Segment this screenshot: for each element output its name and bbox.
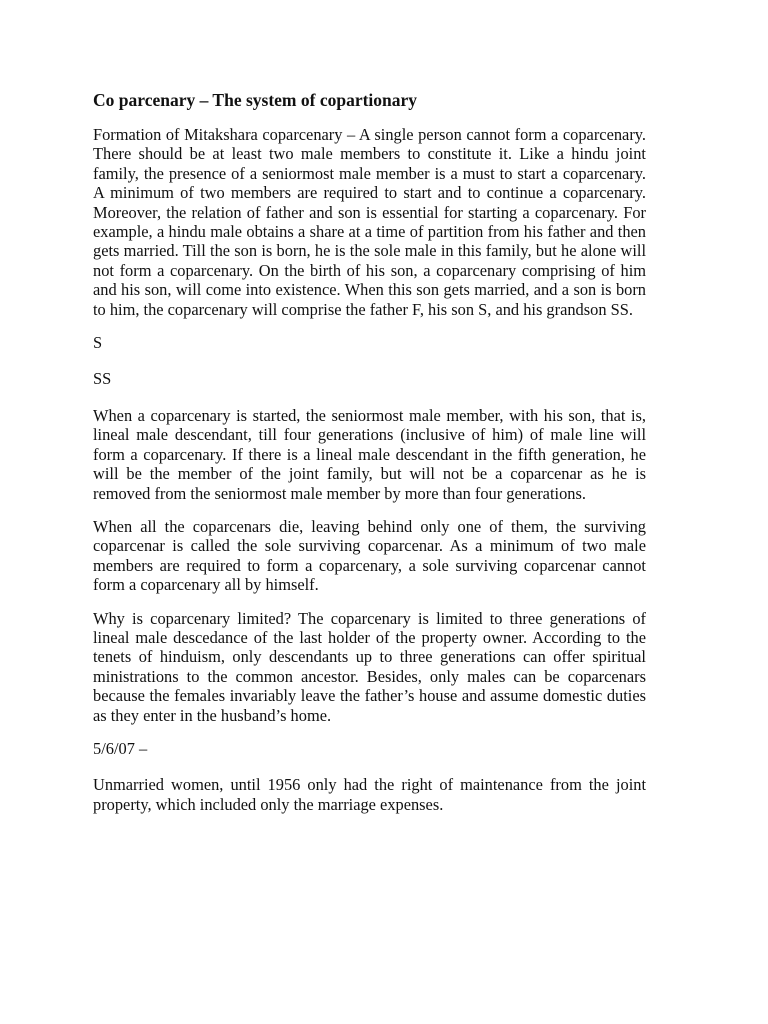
document-title: Co parcenary – The system of copartionary [93,90,418,110]
paragraph-limited: Why is coparcenary limited? The coparcenary is limited to three generations of lineal male descedance of the last holder of the property owner. According to the tenets of hinduism, only descendants up to three generations can offer spiritual ministrations to the common ancestor. Besides, only males can be coparcenars because the females invariably leave the father’s house and assume domestic duties as they enter in the husband’s home. [93,608,646,725]
paragraph-date: 5/6/07 – [93,738,148,758]
paragraph-formation: Formation of Mitakshara coparcenary – A single person cannot form a coparcenary. There should be at least two male members to constitute it. Like a hindu joint family, the presence of a seniormost male member is a must to start a coparcenary. A minimum of two members are required to start and to continue a coparcenary. Moreover, the relation of father and son is essential for starting a coparcenary. For example, a hindu male obtains a share at a time of partition from his father and then gets married. Till the son is born, he is the sole male in this family, but he alone will not form a coparcenary. On the birth of his son, a coparcenary comprising of him and his son, will come into existence. When this son gets married, and a son is born to him, the coparcenary will comprise the father F, his son S, and his grandson SS. [93,125,646,319]
paragraph-sole-survivor: When all the coparcenars die, leaving behind only one of them, the surviving coparcenar is called the sole surviving coparcenar. As a minimum of two male members are required to form a coparcenary, a sole surviving coparcenar cannot form a coparcenary all by himself. [93,516,646,595]
paragraph-start: When a coparcenary is started, the seniormost male member, with his son, that is, lineal male descendant, till four generations (inclusive of him) of male line will form a coparcenary. If there is a lineal male descendant in the fifth generation, he will be the member of the joint family, but will not be a coparcenar as he is removed from the seniormost male member by more than four generations. [93,405,646,503]
paragraph-unmarried-women: Unmarried women, until 1956 only had the right of maintenance from the joint property, which included only the marriage expenses. [93,775,646,814]
document-page [93,88,646,828]
paragraph-s: S [93,333,103,353]
paragraph-ss: SS [93,369,112,389]
